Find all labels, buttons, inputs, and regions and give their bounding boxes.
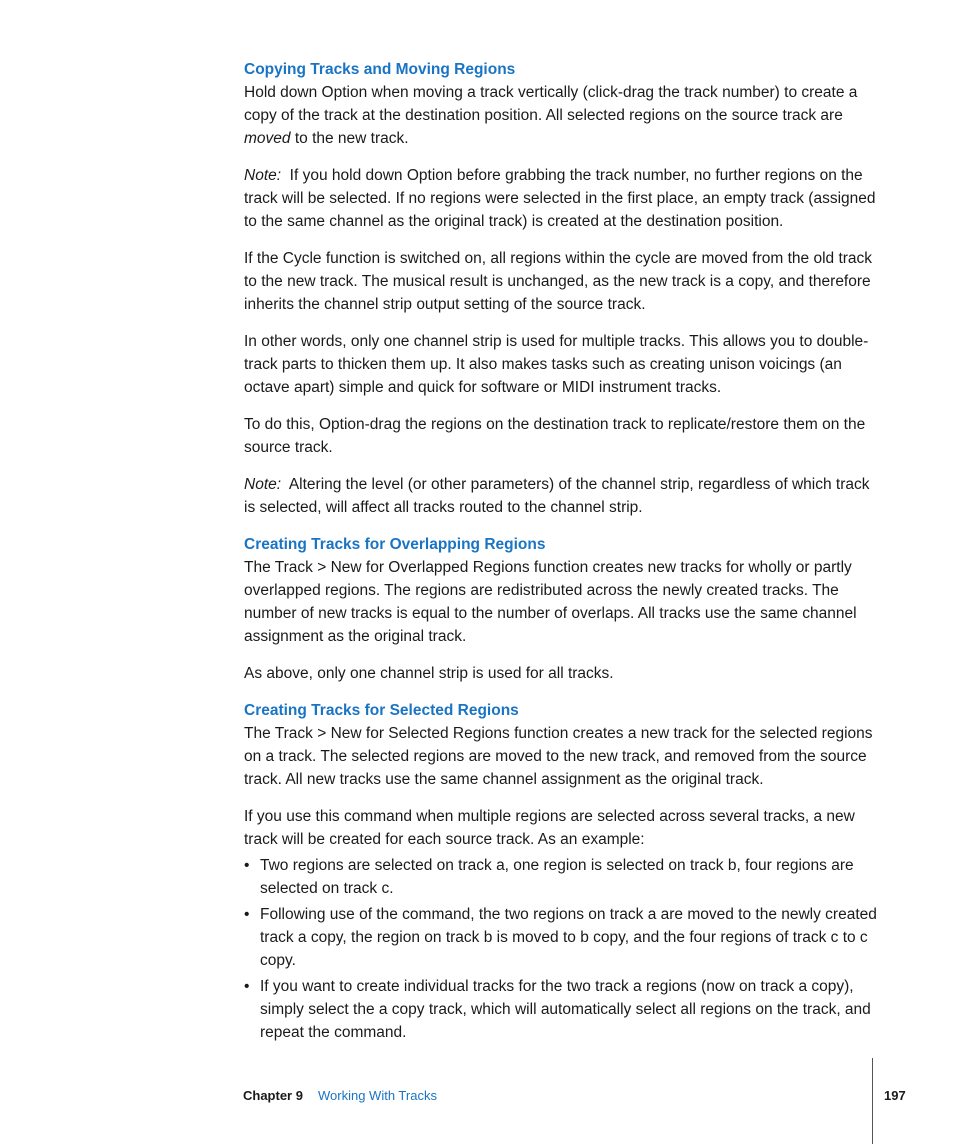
list-item — [244, 975, 884, 1044]
bullet-list — [244, 854, 884, 1044]
footer-chapter-title-link[interactable]: Working With Tracks — [318, 1088, 437, 1103]
section-heading-copying-tracks: Copying Tracks and Moving Regions — [244, 61, 516, 78]
paragraph: In other words, only one channel strip is used for multiple tracks. This allows you to double-track parts to thicken them up. It also makes tasks such as creating unison voicings (an octave apart) simple and quick for software or MIDI instrument tracks. — [244, 333, 869, 396]
paragraph: If you use this command when multiple regions are selected across several tracks, a new track will be created for each source track. As an example: — [244, 808, 855, 848]
list-item — [244, 903, 884, 972]
paragraph: The Track > New for Overlapped Regions function creates new tracks for wholly or partly overlapped regions. The regions are redistributed across the newly created tracks. The number of new tracks is equal to the number of overlaps. All tracks use the same channel assignment as the original track. — [244, 559, 857, 645]
list-item — [244, 854, 884, 900]
note-text: Altering the level (or other parameters) of the channel strip, regardless of which track is selected, will affect all tracks routed to the channel strip. — [244, 476, 874, 516]
list-item-text: Following use of the command, the two regions on track a are moved to the newly created track a copy, the region on track b is moved to b copy, and the four regions of track c to c copy. — [260, 906, 877, 969]
page-content — [244, 58, 884, 1047]
paragraph: The Track > New for Selected Regions function creates a new track for the selected regions on a track. The selected regions are moved to the new track, and removed from the source track. All new tracks use the same channel assignment as the original track. — [244, 725, 873, 788]
footer-divider — [872, 1058, 873, 1144]
section-heading-overlapping-regions: Creating Tracks for Overlapping Regions — [244, 536, 546, 553]
bullet-icon: • — [244, 978, 250, 995]
bullet-icon: • — [244, 906, 250, 923]
list-item-text: Two regions are selected on track a, one region is selected on track b, four regions are selected on track c. — [260, 857, 854, 897]
note-label: Note: — [244, 476, 282, 493]
note-label: Note: — [244, 167, 282, 184]
list-item-text: If you want to create individual tracks for the two track a regions (now on track a copy), simply select the a copy track, which will automatically select all regions on the track, and repeat the command. — [260, 978, 871, 1041]
text-span: Hold down Option when moving a track vertically (click-drag the track number) to create a copy of the track at the destination position. All selected regions on the source track are — [244, 84, 858, 124]
emphasis-text: moved — [244, 130, 291, 147]
text-span: to the new track. — [290, 130, 409, 147]
section-heading-selected-regions: Creating Tracks for Selected Regions — [244, 702, 519, 719]
note-paragraph — [244, 164, 884, 233]
bullet-icon: • — [244, 857, 250, 874]
note-paragraph — [244, 473, 884, 519]
paragraph: To do this, Option-drag the regions on the destination track to replicate/restore them on the source track. — [244, 416, 866, 456]
paragraph: If the Cycle function is switched on, all regions within the cycle are moved from the old track to the new track. The musical result is unchanged, as the new track is a copy, and therefore inherits the channel strip output setting of the source track. — [244, 250, 873, 313]
note-text: If you hold down Option before grabbing the track number, no further regions on the track will be selected. If no regions were selected in the first place, an empty track (assigned to the same channel as the original track) is created at the destination position. — [244, 167, 880, 230]
paragraph — [244, 81, 884, 150]
page-number: 197 — [884, 1088, 906, 1103]
paragraph: As above, only one channel strip is used for all tracks. — [244, 665, 614, 682]
footer-chapter-label: Chapter 9 — [243, 1088, 303, 1103]
